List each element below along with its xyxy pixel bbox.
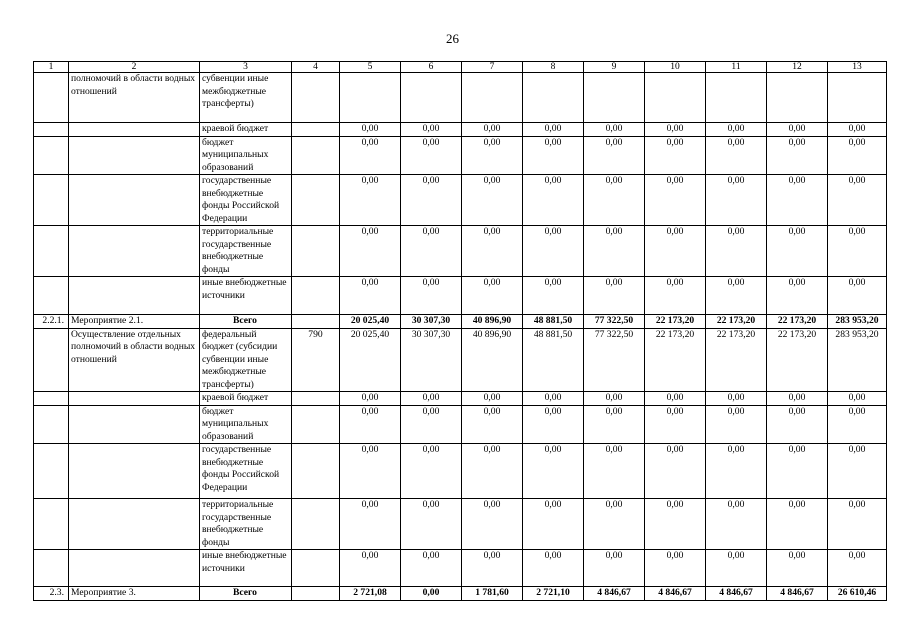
table-row	[34, 328, 887, 392]
amount-cell	[828, 73, 887, 123]
column-header: 11	[706, 62, 767, 73]
amount-cell: 4 846,67	[645, 587, 706, 601]
amount-cell: 26 610,46	[828, 587, 887, 601]
amount-cell: 0,00	[584, 123, 645, 137]
amount-cell: 0,00	[401, 277, 462, 315]
amount-cell: 0,00	[462, 444, 523, 499]
amount-cell: 0,00	[706, 123, 767, 137]
amount-cell: 0,00	[828, 226, 887, 277]
amount-cell: 0,00	[523, 123, 584, 137]
table-row	[34, 587, 887, 601]
measure-name-cell	[69, 444, 200, 499]
amount-cell: 0,00	[584, 136, 645, 175]
amount-cell: 0,00	[401, 405, 462, 444]
amount-cell: 0,00	[340, 226, 401, 277]
amount-cell: 0,00	[584, 405, 645, 444]
measure-name-cell: полномочий в области водных отношений	[69, 73, 200, 123]
amount-cell: 0,00	[706, 550, 767, 587]
amount-cell: 0,00	[584, 444, 645, 499]
amount-cell: 0,00	[401, 444, 462, 499]
amount-cell: 0,00	[645, 392, 706, 406]
amount-cell	[401, 73, 462, 123]
table-row	[34, 405, 887, 444]
row-code-cell: 2.3.	[34, 587, 69, 601]
measure-name-cell	[69, 405, 200, 444]
amount-cell: 4 846,67	[767, 587, 828, 601]
amount-cell: 22 173,20	[706, 315, 767, 329]
amount-cell: 0,00	[645, 175, 706, 226]
kbk-cell	[292, 123, 340, 137]
amount-cell: 22 173,20	[645, 328, 706, 392]
funding-source-cell: краевой бюджет	[200, 392, 292, 406]
column-header: 4	[292, 62, 340, 73]
amount-cell: 0,00	[401, 587, 462, 601]
amount-cell: 0,00	[401, 123, 462, 137]
amount-cell: 0,00	[340, 136, 401, 175]
amount-cell: 0,00	[645, 405, 706, 444]
row-code-cell	[34, 550, 69, 587]
table-row	[34, 136, 887, 175]
measure-name-cell	[69, 136, 200, 175]
measure-name-cell	[69, 226, 200, 277]
amount-cell: 0,00	[645, 550, 706, 587]
kbk-cell	[292, 226, 340, 277]
amount-cell: 0,00	[767, 444, 828, 499]
amount-cell: 0,00	[645, 136, 706, 175]
column-header: 13	[828, 62, 887, 73]
measure-name-cell	[69, 123, 200, 137]
column-header: 7	[462, 62, 523, 73]
amount-cell: 22 173,20	[767, 328, 828, 392]
kbk-cell	[292, 277, 340, 315]
table-row	[34, 499, 887, 550]
amount-cell: 0,00	[828, 444, 887, 499]
amount-cell: 0,00	[340, 277, 401, 315]
table-row	[34, 123, 887, 137]
row-code-cell	[34, 226, 69, 277]
amount-cell: 0,00	[767, 499, 828, 550]
kbk-cell	[292, 499, 340, 550]
amount-cell: 48 881,50	[523, 315, 584, 329]
page-number: 26	[446, 31, 459, 46]
kbk-cell	[292, 550, 340, 587]
amount-cell: 40 896,90	[462, 328, 523, 392]
amount-cell: 0,00	[462, 392, 523, 406]
column-header: 6	[401, 62, 462, 73]
amount-cell: 0,00	[401, 226, 462, 277]
amount-cell: 0,00	[767, 136, 828, 175]
row-code-cell	[34, 405, 69, 444]
funding-source-cell: бюджет муниципальных образований	[200, 136, 292, 175]
amount-cell: 0,00	[340, 175, 401, 226]
column-header: 2	[69, 62, 200, 73]
amount-cell: 0,00	[828, 136, 887, 175]
row-code-cell	[34, 175, 69, 226]
measure-name-cell: Мероприятие 3.	[69, 587, 200, 601]
amount-cell: 2 721,10	[523, 587, 584, 601]
column-header: 10	[645, 62, 706, 73]
amount-cell: 22 173,20	[706, 328, 767, 392]
amount-cell: 0,00	[462, 136, 523, 175]
amount-cell: 0,00	[645, 226, 706, 277]
amount-cell: 283 953,20	[828, 328, 887, 392]
amount-cell: 0,00	[645, 277, 706, 315]
measure-name-cell	[69, 175, 200, 226]
table-row	[34, 444, 887, 499]
column-header: 3	[200, 62, 292, 73]
column-number-row	[34, 62, 887, 73]
amount-cell: 0,00	[462, 226, 523, 277]
amount-cell: 0,00	[523, 499, 584, 550]
amount-cell: 0,00	[462, 123, 523, 137]
amount-cell: 0,00	[706, 392, 767, 406]
amount-cell: 0,00	[523, 550, 584, 587]
amount-cell: 0,00	[462, 550, 523, 587]
kbk-cell	[292, 73, 340, 123]
amount-cell: 4 846,67	[706, 587, 767, 601]
kbk-cell	[292, 315, 340, 329]
table-body	[34, 73, 887, 601]
column-header: 9	[584, 62, 645, 73]
amount-cell: 30 307,30	[401, 315, 462, 329]
amount-cell: 0,00	[401, 175, 462, 226]
amount-cell: 0,00	[828, 392, 887, 406]
amount-cell: 0,00	[828, 499, 887, 550]
column-header: 1	[34, 62, 69, 73]
amount-cell: 0,00	[584, 392, 645, 406]
amount-cell	[462, 73, 523, 123]
funding-source-cell: краевой бюджет	[200, 123, 292, 137]
amount-cell: 0,00	[584, 175, 645, 226]
amount-cell: 0,00	[523, 405, 584, 444]
amount-cell	[767, 73, 828, 123]
table-row	[34, 315, 887, 329]
funding-source-cell: иные внебюджетные источники	[200, 550, 292, 587]
amount-cell: 0,00	[706, 136, 767, 175]
amount-cell: 0,00	[828, 277, 887, 315]
table-row	[34, 73, 887, 123]
row-code-cell	[34, 392, 69, 406]
amount-cell: 0,00	[401, 392, 462, 406]
amount-cell: 0,00	[767, 405, 828, 444]
measure-name-cell	[69, 392, 200, 406]
amount-cell: 0,00	[523, 226, 584, 277]
funding-source-cell: федеральный бюджет (субсидии субвенции иные межбюджетные трансферты)	[200, 328, 292, 392]
row-code-cell	[34, 499, 69, 550]
measure-name-cell: Мероприятие 2.1.	[69, 315, 200, 329]
row-code-cell	[34, 136, 69, 175]
column-header: 12	[767, 62, 828, 73]
amount-cell: 0,00	[706, 226, 767, 277]
amount-cell: 0,00	[462, 499, 523, 550]
funding-source-cell: иные внебюджетные источники	[200, 277, 292, 315]
measure-name-cell: Осуществление отдельных полномочий в области водных отношений	[69, 328, 200, 392]
measure-name-cell	[69, 550, 200, 587]
amount-cell: 4 846,67	[584, 587, 645, 601]
amount-cell: 0,00	[767, 175, 828, 226]
amount-cell: 0,00	[767, 277, 828, 315]
row-code-cell: 2.2.1.	[34, 315, 69, 329]
amount-cell: 0,00	[401, 550, 462, 587]
amount-cell	[340, 73, 401, 123]
column-header: 5	[340, 62, 401, 73]
kbk-cell: 790	[292, 328, 340, 392]
table-row	[34, 175, 887, 226]
amount-cell	[706, 73, 767, 123]
amount-cell: 22 173,20	[767, 315, 828, 329]
funding-source-cell: Всего	[200, 587, 292, 601]
amount-cell: 40 896,90	[462, 315, 523, 329]
amount-cell: 0,00	[828, 550, 887, 587]
table-row	[34, 277, 887, 315]
column-header: 8	[523, 62, 584, 73]
amount-cell: 0,00	[706, 175, 767, 226]
amount-cell: 0,00	[767, 550, 828, 587]
funding-source-cell: территориальные государственные внебюджетные фонды	[200, 226, 292, 277]
amount-cell: 0,00	[401, 499, 462, 550]
amount-cell: 0,00	[584, 550, 645, 587]
amount-cell: 0,00	[523, 392, 584, 406]
amount-cell: 0,00	[523, 136, 584, 175]
amount-cell: 0,00	[584, 226, 645, 277]
kbk-cell	[292, 587, 340, 601]
row-code-cell	[34, 444, 69, 499]
amount-cell: 22 173,20	[645, 315, 706, 329]
amount-cell: 0,00	[645, 499, 706, 550]
amount-cell: 20 025,40	[340, 315, 401, 329]
amount-cell: 48 881,50	[523, 328, 584, 392]
amount-cell: 0,00	[340, 444, 401, 499]
amount-cell: 0,00	[706, 444, 767, 499]
measure-name-cell	[69, 499, 200, 550]
amount-cell: 0,00	[767, 123, 828, 137]
amount-cell: 0,00	[706, 277, 767, 315]
amount-cell: 0,00	[523, 277, 584, 315]
funding-source-cell: территориальные государственные внебюджетные фонды	[200, 499, 292, 550]
amount-cell: 77 322,50	[584, 328, 645, 392]
amount-cell: 0,00	[340, 392, 401, 406]
amount-cell: 0,00	[340, 405, 401, 444]
amount-cell: 30 307,30	[401, 328, 462, 392]
funding-source-cell: бюджет муниципальных образований	[200, 405, 292, 444]
table-row	[34, 392, 887, 406]
amount-cell: 0,00	[340, 123, 401, 137]
kbk-cell	[292, 444, 340, 499]
amount-cell: 0,00	[462, 405, 523, 444]
amount-cell: 0,00	[645, 123, 706, 137]
amount-cell: 2 721,08	[340, 587, 401, 601]
row-code-cell	[34, 277, 69, 315]
funding-source-cell: государственные внебюджетные фонды Российской Федерации	[200, 175, 292, 226]
amount-cell: 0,00	[767, 392, 828, 406]
row-code-cell	[34, 73, 69, 123]
kbk-cell	[292, 136, 340, 175]
amount-cell: 283 953,20	[828, 315, 887, 329]
row-code-cell	[34, 328, 69, 392]
amount-cell: 0,00	[401, 136, 462, 175]
amount-cell: 0,00	[584, 499, 645, 550]
amount-cell: 0,00	[706, 499, 767, 550]
amount-cell: 0,00	[828, 123, 887, 137]
kbk-cell	[292, 175, 340, 226]
amount-cell: 0,00	[340, 550, 401, 587]
amount-cell	[584, 73, 645, 123]
amount-cell: 0,00	[584, 277, 645, 315]
row-code-cell	[34, 123, 69, 137]
kbk-cell	[292, 392, 340, 406]
amount-cell: 0,00	[523, 175, 584, 226]
amount-cell: 77 322,50	[584, 315, 645, 329]
amount-cell	[523, 73, 584, 123]
funding-source-cell: Всего	[200, 315, 292, 329]
table-row	[34, 226, 887, 277]
amount-cell: 1 781,60	[462, 587, 523, 601]
amount-cell: 0,00	[462, 277, 523, 315]
amount-cell	[645, 73, 706, 123]
amount-cell: 0,00	[828, 405, 887, 444]
amount-cell: 0,00	[828, 175, 887, 226]
amount-cell: 0,00	[767, 226, 828, 277]
kbk-cell	[292, 405, 340, 444]
amount-cell: 0,00	[523, 444, 584, 499]
funding-source-cell: субвенции иные межбюджетные трансферты)	[200, 73, 292, 123]
measure-name-cell	[69, 277, 200, 315]
amount-cell: 20 025,40	[340, 328, 401, 392]
amount-cell: 0,00	[462, 175, 523, 226]
funding-source-cell: государственные внебюджетные фонды Российской Федерации	[200, 444, 292, 499]
budget-table	[33, 61, 887, 601]
table-row	[34, 550, 887, 587]
amount-cell: 0,00	[706, 405, 767, 444]
amount-cell: 0,00	[340, 499, 401, 550]
amount-cell: 0,00	[645, 444, 706, 499]
